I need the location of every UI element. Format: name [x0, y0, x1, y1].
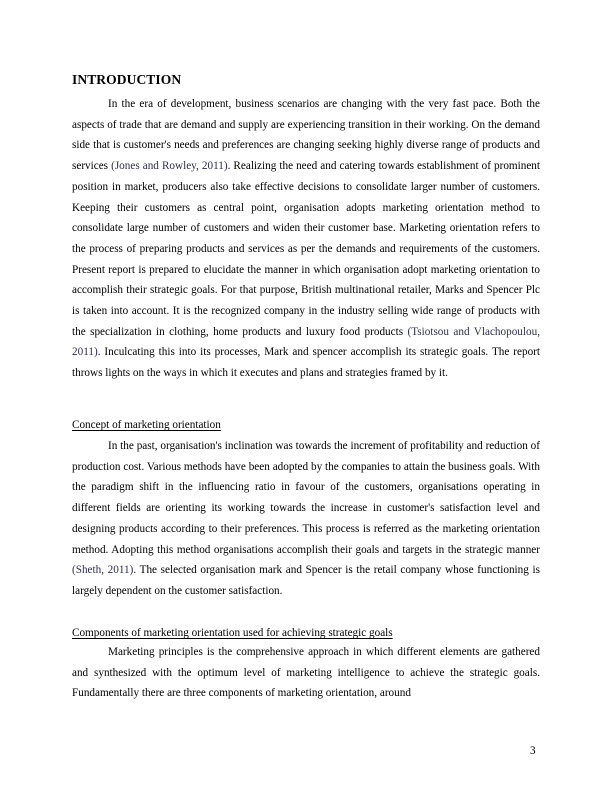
section-heading-introduction: INTRODUCTION — [72, 72, 182, 87]
concept-paragraph — [72, 436, 540, 602]
concept-text-2: . The selected organisation mark and Spencer is the retail company whose functioning is largely dependent on the customer satisfaction. — [72, 564, 540, 597]
intro-text-3: . Inculcating this into its processes, Mark and spencer accomplish its strategic goals. The report throws lights on the ways in which it executes and plans and strategies framed by it. — [72, 346, 540, 380]
intro-text-1: In the era of development, business scenarios are changing with the very fast pace. Both the aspects of trade that are demand and supply are experiencing transition in their working. On the demand side that is customer's needs and preferences are changing seeking highly diverse range of products and services — [72, 98, 540, 173]
intro-paragraph — [72, 94, 540, 384]
subheading-concept: Concept of marketing orientation — [72, 419, 221, 431]
citation-sheth: (Sheth, 2011) — [72, 564, 134, 577]
intro-text-2: . Realizing the need and catering towards establishment of prominent position in market, producers also take effective decisions to consolidate larger number of customers. Keeping their customers as central point, organisation adopts marketing orientation method to consolidate large number of customers and widen their customer base. Marketing orientation refers to the process of preparing products and services as per the demands and requirements of the customers. Present report is prepared to elucidate the manner in which organisation adopt marketing orientation to accomplish their strategic goals. For that purpose, British multinational retailer, Marks and Spencer Plc is taken into account. It is the recognized company in the industry selling wide range of products with the specialization in clothing, home products and luxury food products — [72, 160, 540, 338]
citation-tsiotsou-vlachopoulou: (Tsiotsou and Vlachopoulou, 2011) — [72, 325, 540, 359]
concept-text-1: In the past, organisation's inclination was towards the increment of profitability and reduction of production cost. Various methods have been adopted by the companies to attain the business goals. With the paradigm shift in the influencing ratio in favour of the customers, organisations operating in different fields are orienting its working towards the increase in customer's satisfaction level and designing products according to their preferences. This process is referred as the marketing orientation method. Adopting this method organisations accomplish their goals and targets in the strategic manner — [72, 440, 540, 556]
subheading-components: Components of marketing orientation used for achieving strategic goals — [72, 627, 393, 639]
page-number: 3 — [530, 745, 536, 757]
citation-jones-rowley: (Jones and Rowley, 2011) — [111, 160, 228, 173]
components-paragraph: Marketing principles is the comprehensive approach in which different elements are gathered and synthesized with the optimum level of marketing intelligence to achieve the strategic goals. Fundamentally there are three components of marketing orientation, around — [72, 646, 540, 700]
